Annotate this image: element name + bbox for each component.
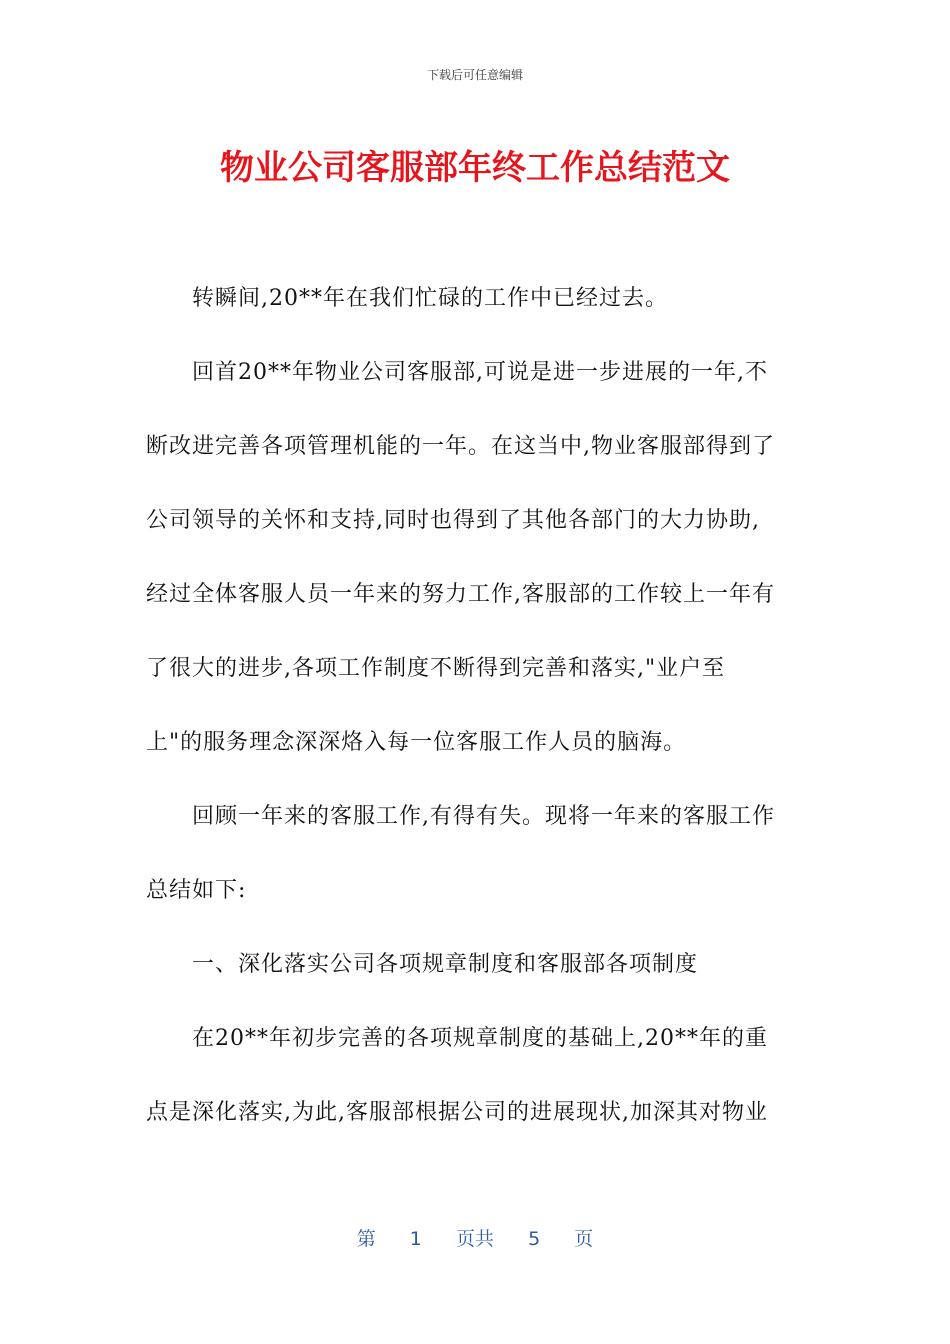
body-line: 在20**年初步完善的各项规章制度的基础上,20**年的重 bbox=[146, 1026, 768, 1051]
body-line: 断改进完善各项管理机能的一年。在这当中,物业客服部得到了 bbox=[146, 434, 775, 459]
page-footer bbox=[0, 1224, 950, 1251]
footer-page-prefix: 第 bbox=[356, 1228, 376, 1250]
body-line: 回顾一年来的客服工作,有得有失。现将一年来的客服工作 bbox=[146, 804, 775, 829]
body-line: 转瞬间,20**年在我们忙碌的工作中已经过去。 bbox=[146, 286, 668, 311]
document-body bbox=[146, 262, 806, 1150]
body-line: 总结如下: bbox=[146, 878, 247, 903]
body-line: 回首20**年物业公司客服部,可说是进一步进展的一年,不 bbox=[146, 360, 768, 385]
header-note: 下载后可任意编辑 bbox=[426, 68, 523, 82]
body-line: 了很大的进步,各项工作制度不断得到完善和落实,"业户至 bbox=[146, 656, 726, 681]
body-line: 经过全体客服人员一年来的努力工作,客服部的工作较上一年有 bbox=[146, 582, 775, 607]
footer-total-pages: 5 bbox=[528, 1228, 541, 1250]
body-line: 上"的服务理念深深烙入每一位客服工作人员的脑海。 bbox=[146, 730, 687, 755]
body-line: 公司领导的关怀和支持,同时也得到了其他各部门的大力协助, bbox=[146, 508, 760, 533]
footer-page-number: 1 bbox=[409, 1228, 422, 1250]
document-title: 物业公司客服部年终工作总结范文 bbox=[220, 148, 730, 188]
body-line: 点是深化落实,为此,客服部根据公司的进展现状,加深其对物业 bbox=[146, 1100, 768, 1125]
section-heading: 一、深化落实公司各项规章制度和客服部各项制度 bbox=[146, 952, 699, 977]
footer-page-middle: 页共 bbox=[455, 1228, 494, 1250]
footer-page-suffix: 页 bbox=[574, 1228, 594, 1250]
